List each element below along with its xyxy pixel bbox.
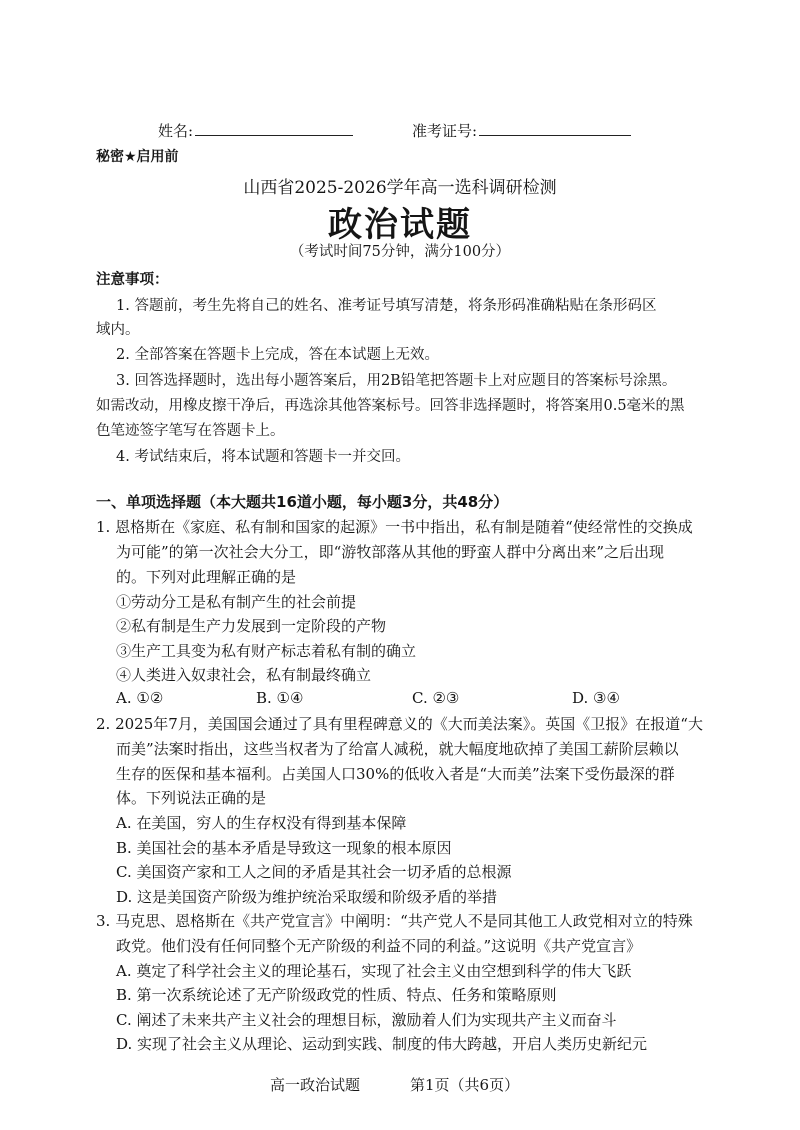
name-field (158, 120, 353, 141)
note-line-1: 1. 答题前，考生先将自己的姓名、准考证号填写清楚，将条形码准确粘贴在条形码区 (116, 298, 657, 314)
q1-option-a: A. ①② (116, 689, 164, 707)
section-heading: 一、单项选择题（本大题共16道小题，每小题3分，共48分） (96, 493, 509, 511)
note-line-3: 2. 全部答案在答题卡上完成，答在本试题上无效。 (116, 347, 439, 363)
q1-statement-4: ④人类进入奴隶社会，私有制最终确立 (116, 666, 372, 684)
name-label: 姓名: (158, 122, 194, 140)
q3-option-d: D. 实现了社会主义从理论、运动到实践、制度的伟大跨越，开启人类历史新纪元 (116, 1035, 648, 1053)
q2-stem-line-3: 生存的医保和基本福利。占美国人口30%的低收入者是“大而美”法案下受伤最深的群 (116, 765, 675, 783)
q1-statement-2: ②私有制是生产力发展到一定阶段的产物 (116, 617, 387, 635)
note-line-4: 3. 回答选择题时，选出每小题答案后，用2B铅笔把答题卡上对应题目的答案标号涂黑。 (116, 373, 677, 389)
note-line-5: 如需改动，用橡皮擦干净后，再选涂其他答案标号。回答非选择题时，将答案用0.5毫米的黑 (96, 398, 685, 414)
note-line-7: 4. 考试结束后，将本试题和答题卡一并交回。 (116, 449, 410, 465)
q1-option-c: C. ②③ (412, 689, 460, 707)
note-line-2: 域内。 (96, 322, 140, 338)
q1-option-d: D. ③④ (572, 689, 620, 707)
exam-subtitle: 山西省2025-2026学年高一选科调研检测 (243, 178, 557, 198)
exam-number-field (412, 120, 631, 141)
q1-stem-line-1: 1. 恩格斯在《家庭、私有制和国家的起源》一书中指出，私有制是随着“使经常性的交换成 (96, 518, 693, 536)
q3-stem-line-1: 3. 马克思、恩格斯在《共产党宣言》中阐明：“共产党人不是同其他工人政党相对立的特殊 (96, 912, 693, 930)
q2-stem-line-4: 体。下列说法正确的是 (116, 789, 267, 807)
q3-option-a: A. 奠定了科学社会主义的理论基石，实现了社会主义由空想到科学的伟大飞跃 (116, 962, 632, 980)
exam-number-label: 准考证号: (412, 122, 478, 140)
q2-option-b: B. 美国社会的基本矛盾是导致这一现象的根本原因 (116, 839, 452, 857)
exam-title: 政治试题 (328, 205, 472, 245)
q1-statement-3: ③生产工具变为私有财产标志着私有制的确立 (116, 642, 417, 660)
footer-page-number: 第1页（共6页） (410, 1076, 520, 1094)
q1-option-b: B. ①④ (256, 689, 304, 707)
q1-stem-line-2: 为可能”的第一次社会大分工，即“游牧部落从其他的野蛮人群中分离出来”之后出现 (116, 543, 665, 561)
q3-stem-line-2: 政党。他们没有任何同整个无产阶级的利益不同的利益。”这说明《共产党宣言》 (116, 937, 642, 955)
q3-option-c: C. 阐述了未来共产主义社会的理想目标，激励着人们为实现共产主义而奋斗 (116, 1011, 617, 1029)
note-line-6: 色笔迹签字笔写在答题卡上。 (96, 423, 285, 439)
exam-info: （考试时间75分钟，满分100分） (289, 244, 511, 260)
q2-stem-line-1: 2. 2025年7月，美国国会通过了具有里程碑意义的《大而美法案》。英国《卫报》在报道“大 (96, 715, 703, 733)
exam-number-blank (479, 121, 631, 136)
q2-option-a: A. 在美国，穷人的生存权没有得到基本保障 (116, 814, 407, 832)
q2-option-c: C. 美国资产家和工人之间的矛盾是其社会一切矛盾的总根源 (116, 863, 512, 881)
name-blank (195, 121, 353, 136)
q2-stem-line-2: 而美”法案时指出，这些当权者为了给富人减税，就大幅度地砍掉了美国工薪阶层赖以 (116, 740, 679, 758)
q2-option-d: D. 这是美国资产阶级为维护统治采取缓和阶级矛盾的举措 (116, 888, 498, 906)
q1-stem-line-3: 的。下列对此理解正确的是 (116, 568, 297, 586)
secret-mark: 秘密★启用前 (96, 149, 179, 165)
q3-option-b: B. 第一次系统论述了无产阶级政党的性质、特点、任务和策略原则 (116, 986, 557, 1004)
q1-statement-1: ①劳动分工是私有制产生的社会前提 (116, 593, 357, 611)
footer-course: 高一政治试题 (270, 1076, 361, 1094)
notes-heading: 注意事项： (96, 272, 169, 288)
